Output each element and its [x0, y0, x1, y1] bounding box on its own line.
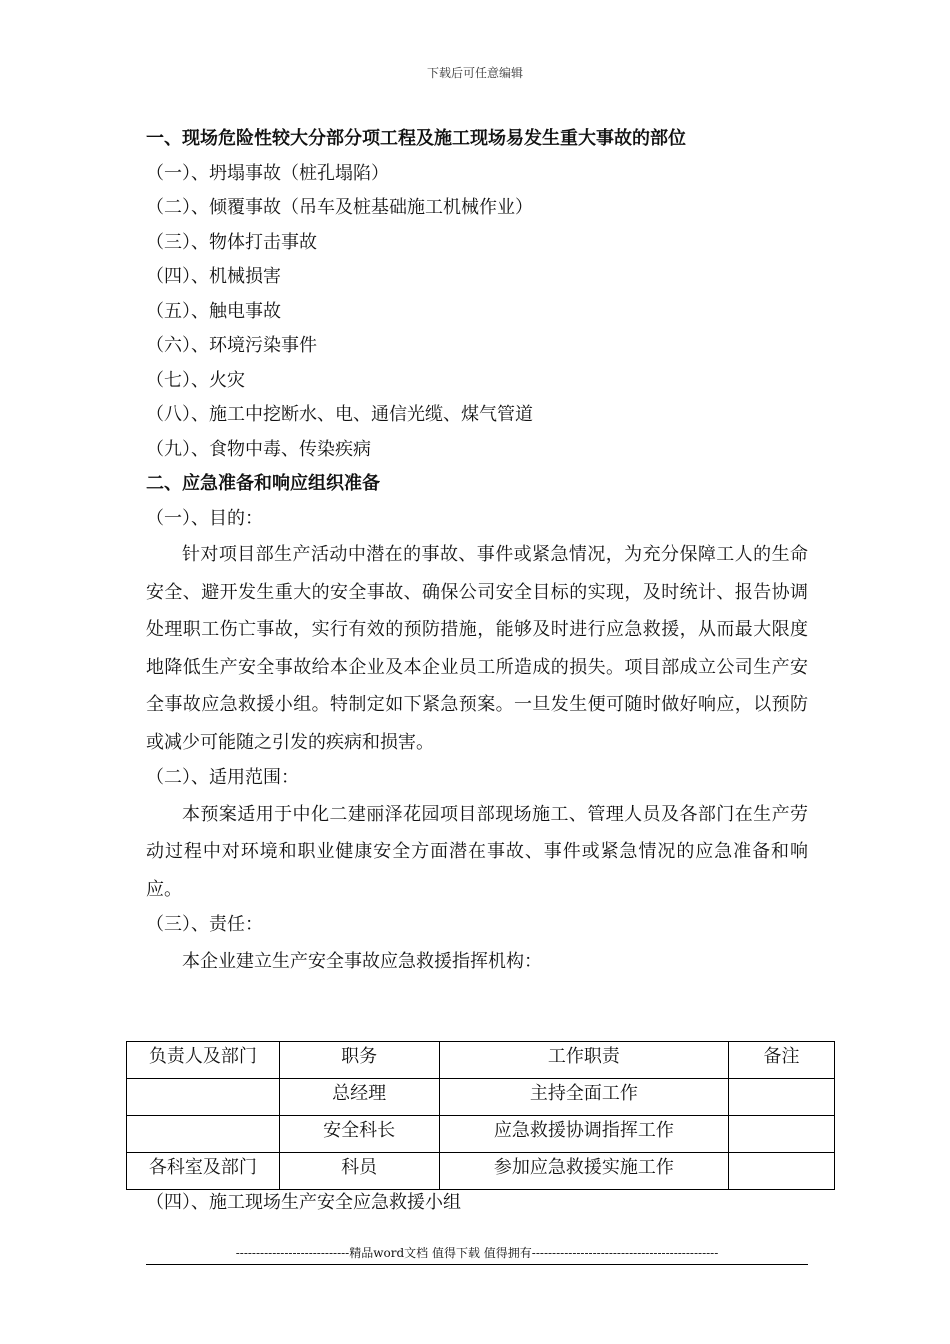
table-header-cell: 职务	[279, 1042, 439, 1079]
purpose-title: （一）、目的：	[146, 507, 263, 529]
header-note: 下载后可任意编辑	[426, 66, 523, 80]
document-body	[146, 122, 808, 980]
table-cell	[729, 1116, 835, 1153]
hazard-item: （六）、环境污染事件	[146, 335, 317, 356]
table-cell	[127, 1116, 280, 1153]
responsibility-table	[126, 1041, 835, 1190]
table-cell: 各科室及部门	[127, 1153, 280, 1190]
responsibility-paragraph: 本企业建立生产安全事故应急救援指挥机构：	[182, 950, 542, 972]
footer-divider	[146, 1264, 808, 1265]
table-cell: 总经理	[279, 1079, 439, 1116]
table-cell	[127, 1079, 280, 1116]
hazard-item: （三）、物体打击事故	[146, 231, 317, 253]
table-cell	[729, 1079, 835, 1116]
table-header-cell: 备注	[729, 1042, 835, 1079]
table-row	[127, 1116, 835, 1153]
table-header-row	[127, 1042, 835, 1079]
hazard-item: （五）、触电事故	[146, 300, 281, 322]
scope-paragraph: 本预案适用于中化二建丽泽花园项目部现场施工、管理人员及各部门在生产劳动过程中对环境和职业健康安全方面潜在事故、事件或紧急情况的应急准备和响应。	[146, 803, 808, 900]
responsibility-title: （三）、责任：	[146, 914, 263, 935]
hazard-item: （八）、施工中挖断水、电、通信光缆、煤气管道	[146, 404, 533, 425]
hazard-item: （九）、食物中毒、传染疾病	[146, 438, 371, 460]
table-cell: 应急救援协调指挥工作	[439, 1116, 729, 1153]
table-header-cell: 工作职责	[439, 1042, 729, 1079]
table-header-cell: 负责人及部门	[127, 1042, 280, 1079]
hazard-item: （四）、机械损害	[146, 266, 281, 287]
table-row	[127, 1153, 835, 1190]
section1-heading: 一、现场危险性较大分部分项工程及施工现场易发生重大事故的部位	[146, 128, 686, 149]
purpose-paragraph: 针对项目部生产活动中潜在的事故、事件或紧急情况，为充分保障工人的生命安全、避开发生重大的安全事故、确保公司安全目标的实现，及时统计、报告协调处理职工伤亡事故，实行有效的预防措施，能够及时进行应急救援，从而最大限度地降低生产安全事故给本企业及本企业员工所造成的损失。项目部成立公司生产安全事故应急救援小组。特制定如下紧急预案。一旦发生便可随时做好响应，以预防或减少可能随之引发的疾病和损害。	[146, 544, 808, 753]
scope-title: （二）、适用范围：	[146, 767, 299, 788]
table-row	[127, 1079, 835, 1116]
table-cell: 科员	[279, 1153, 439, 1190]
rescue-team-title: （四）、施工现场生产安全应急救援小组	[146, 1192, 461, 1213]
hazard-item: （七）、火灾	[146, 369, 245, 391]
section2-heading: 二、应急准备和响应组织准备	[146, 473, 380, 494]
hazard-item: （一）、坍塌事故（桩孔塌陷）	[146, 162, 389, 184]
footer-note: ----------------------------精品word文档 值得下载 值得拥有----------------------------------------------	[235, 1246, 719, 1260]
table-cell	[729, 1153, 835, 1190]
hazard-item: （二）、倾覆事故（吊车及桩基础施工机械作业）	[146, 197, 533, 218]
table-cell: 参加应急救援实施工作	[439, 1153, 729, 1190]
table-cell: 主持全面工作	[439, 1079, 729, 1116]
table-cell: 安全科长	[279, 1116, 439, 1153]
